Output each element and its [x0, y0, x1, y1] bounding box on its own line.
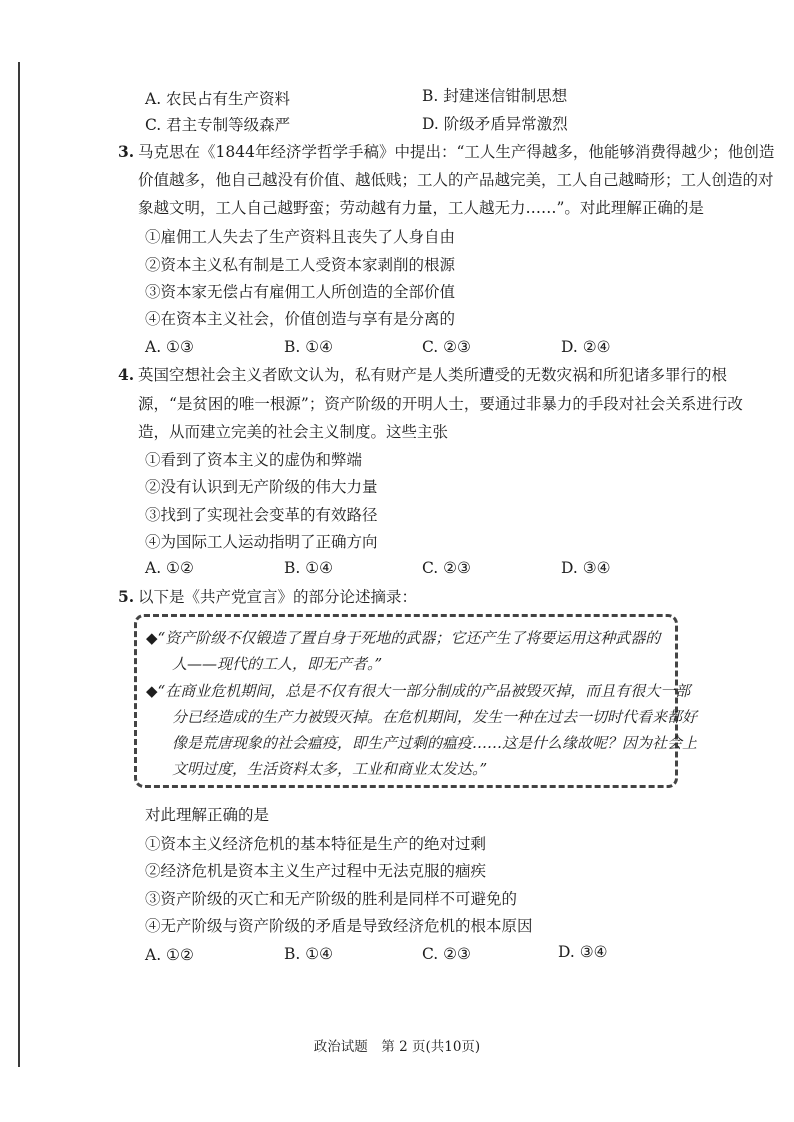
q2-option-a: A. 农民占有生产资料: [145, 90, 291, 108]
q5-option-b: B. ①④: [284, 945, 334, 963]
q5-option-a: A. ①②: [145, 946, 194, 964]
q3-item-3: ③资本家无偿占有雇佣工人所创造的全部价值: [145, 283, 456, 301]
q3-option-c: C. ②③: [422, 338, 471, 356]
q4-number: 4.: [118, 365, 135, 384]
q4-item-4: ④为国际工人运动指明了正确方向: [145, 533, 378, 551]
q5-item-2: ②经济危机是资本主义生产过程中无法克服的痼疾: [145, 862, 487, 880]
quote-2-line-1: ◆“在商业危机期间，总是不仅有很大一部分制成的产品被毁灭掉，而且有很大一部: [146, 682, 691, 700]
q4-item-1: ①看到了资本主义的虚伪和弊端: [145, 451, 363, 469]
q3-item-4: ④在资本主义社会，价值创造与享有是分离的: [145, 310, 456, 328]
q4-stem-line-1: 英国空想社会主义者欧文认为，私有财产是人类所遭受的无数灾祸和所犯诸多罪行的根: [138, 366, 728, 384]
q3-item-1: ①雇佣工人失去了生产资料且丧失了人身自由: [145, 228, 456, 246]
q3-option-a: A. ①③: [145, 338, 194, 356]
q4-option-b: B. ①④: [284, 559, 334, 577]
q4-stem-line-2: 源，“是贫困的唯一根源”；资产阶级的开明人士，要通过非暴力的手段对社会关系进行改: [138, 395, 743, 413]
page-footer: 政治试题 第 2 页(共10页): [313, 1039, 481, 1055]
q3-number: 3.: [118, 142, 135, 161]
q4-option-a: A. ①②: [145, 559, 194, 577]
q4-option-d: D. ③④: [561, 559, 611, 577]
q5-item-1: ①资本主义经济危机的基本特征是生产的绝对过剩: [145, 835, 487, 853]
q4-item-3: ③找到了实现社会变革的有效路径: [145, 506, 378, 524]
q4-stem-line-3: 造，从而建立完美的社会主义制度。这些主张: [138, 423, 449, 441]
q3-stem-line-3: 象越文明，工人自己越野蛮；劳动越有力量，工人越无力……”。对此理解正确的是: [138, 199, 704, 217]
quote-1-line-1: ◆“资产阶级不仅锻造了置自身于死地的武器；它还产生了将要运用这种武器的: [146, 629, 661, 647]
q2-option-d: D. 阶级矛盾异常激烈: [422, 115, 568, 133]
q5-item-3: ③资产阶级的灭亡和无产阶级的胜利是同样不可避免的: [145, 890, 518, 908]
q4-item-2: ②没有认识到无产阶级的伟大力量: [145, 478, 378, 496]
q3-stem-line-2: 价值越多，他自己越没有价值、越低贱；工人的产品越完美，工人自己越畸形；工人创造的对: [138, 171, 774, 189]
q5-stem: 以下是《共产党宣言》的部分论述摘录：: [138, 588, 418, 606]
q3-stem-line-1: 马克思在《1844年经济学哲学手稿》中提出：“工人生产得越多，他能够消费得越少；他创造: [138, 143, 775, 161]
q5-item-4: ④无产阶级与资产阶级的矛盾是导致经济危机的根本原因: [145, 917, 533, 935]
q2-option-c: C. 君主专制等级森严: [145, 116, 291, 134]
q3-option-b: B. ①④: [284, 338, 334, 356]
quote-1-line-2: 人——现代的工人，即无产者。”: [172, 655, 383, 673]
q4-option-c: C. ②③: [422, 559, 471, 577]
q3-item-2: ②资本主义私有制是工人受资本家剥削的根源: [145, 256, 456, 274]
q5-prompt: 对此理解正确的是: [145, 806, 270, 824]
quote-2-line-3: 像是荒唐现象的社会瘟疫，即生产过剩的瘟疫……这是什么缘故呢？因为社会上: [172, 734, 698, 752]
quote-2-line-4: 文明过度，生活资料太多，工业和商业太发达。”: [172, 760, 488, 778]
q3-option-d: D. ②④: [561, 338, 611, 356]
q5-option-c: C. ②③: [422, 945, 471, 963]
q5-number: 5.: [118, 587, 135, 606]
quote-2-line-2: 分已经造成的生产力被毁灭掉。在危机期间，发生一种在过去一切时代看来都好: [172, 708, 698, 726]
q2-option-b: B. 封建迷信钳制思想: [422, 87, 568, 105]
q5-option-d: D. ③④: [558, 943, 608, 961]
